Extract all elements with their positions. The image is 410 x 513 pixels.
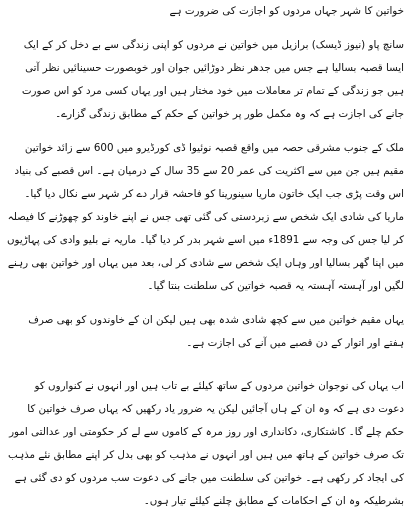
article-married-women-paragraph: یہاں مقیم خواتین میں سے کچھ شادی شدہ بھی ہیں لیکن ان کے خاوندوں کو بھی صرف ہفتے اور اتوار کے دن قصبے میں آنے کی اجازت ہے۔ <box>28 314 404 349</box>
article-invitation-paragraph: اب یہاں کی نوجوان خواتین مردوں کے ساتھ کیلئے بے تاب ہیں اور انہوں نے کنواروں کو دعوت دی ہے کہ وہ ان کے ہاں آجائیں لیکن یہ ضرور یاد رکھیں کہ یہاں صرف خواتین کا حکم چلے گا۔ کاشتکاری، دکانداری اور روز مرہ کے کاموں سے لے کر حکومتی اور عدالتی امور تک صرف خواتین کے ہاتھ میں ہیں اور انہوں نے مذہب کو بھی بدل کر اپنے مطابق نئے مذہب کی ایجاد کر رکھی ہے۔ خواتین کی سلطنت میں جانے کی دعوت سب مردوں کو دی گئی ہے بشرطیکہ وہ ان کے احکامات کے مطابق چلنے کیلئے تیار ہوں۔ <box>7 380 404 507</box>
paragraph-spacer <box>6 23 404 34</box>
paragraph-spacer <box>6 126 404 137</box>
article-intro-paragraph: سانچ پاو (نیوز ڈیسک) برازیل میں خواتین نے مردوں کو اپنی زندگی سے بے دخل کر کے ایک ایسا قصبہ بسالیا ہے جس میں جدھر نظر دوڑائیں جوان اور خوبصورت حسینائیں نظر آتی ہیں جو زندگی کے تمام تر معاملات میں خود مختار ہیں اور یہاں کسی مرد کو اس صورت جانے کی اجازت ہے کہ وہ مکمل طور پر خواتین کے حکم کے مطابق زندگی گزارے۔ <box>21 39 404 120</box>
paragraph-spacer <box>6 298 404 309</box>
article-history-paragraph: ملک کے جنوب مشرقی حصہ میں واقع قصبہ نوئیوا ڈی کورڈیرو میں 600 سے زائد خواتین مقیم ہیں جن میں سے اکثریت کی عمر 20 سے 35 سال کے درمیان ہے۔ اس قصبے کی بنیاد اس وقت پڑی جب ایک خاتون ماریا سینورینا کو فاحشہ قرار دے کر شہر سے نکال دیا گیا۔ ماریا کی شادی ایک شخص سے زبردستی کی گئی تھی جس نے اپنے خاوند کو چھوڑنے کا فیصلہ کر لیا جس کی وجہ سے 1891ء میں اسے شہر بدر کر دیا گیا۔ ماریہ نے بلیو وادی کی پہاڑیوں میں اپنا گھر بسالیا اور وہاں ایک شخص سے شادی کر لی، بعد میں یہاں اور خواتین بھی رہنے لگیں اور آہستہ آہستہ یہ قصبہ خواتین کی سلطنت بنتا گیا۔ <box>7 142 404 292</box>
article-headline-paragraph: خواتین کا شہر جہاں مردوں کو اجازت کی ضرورت ہے <box>169 5 404 17</box>
paragraph-spacer <box>6 355 404 375</box>
